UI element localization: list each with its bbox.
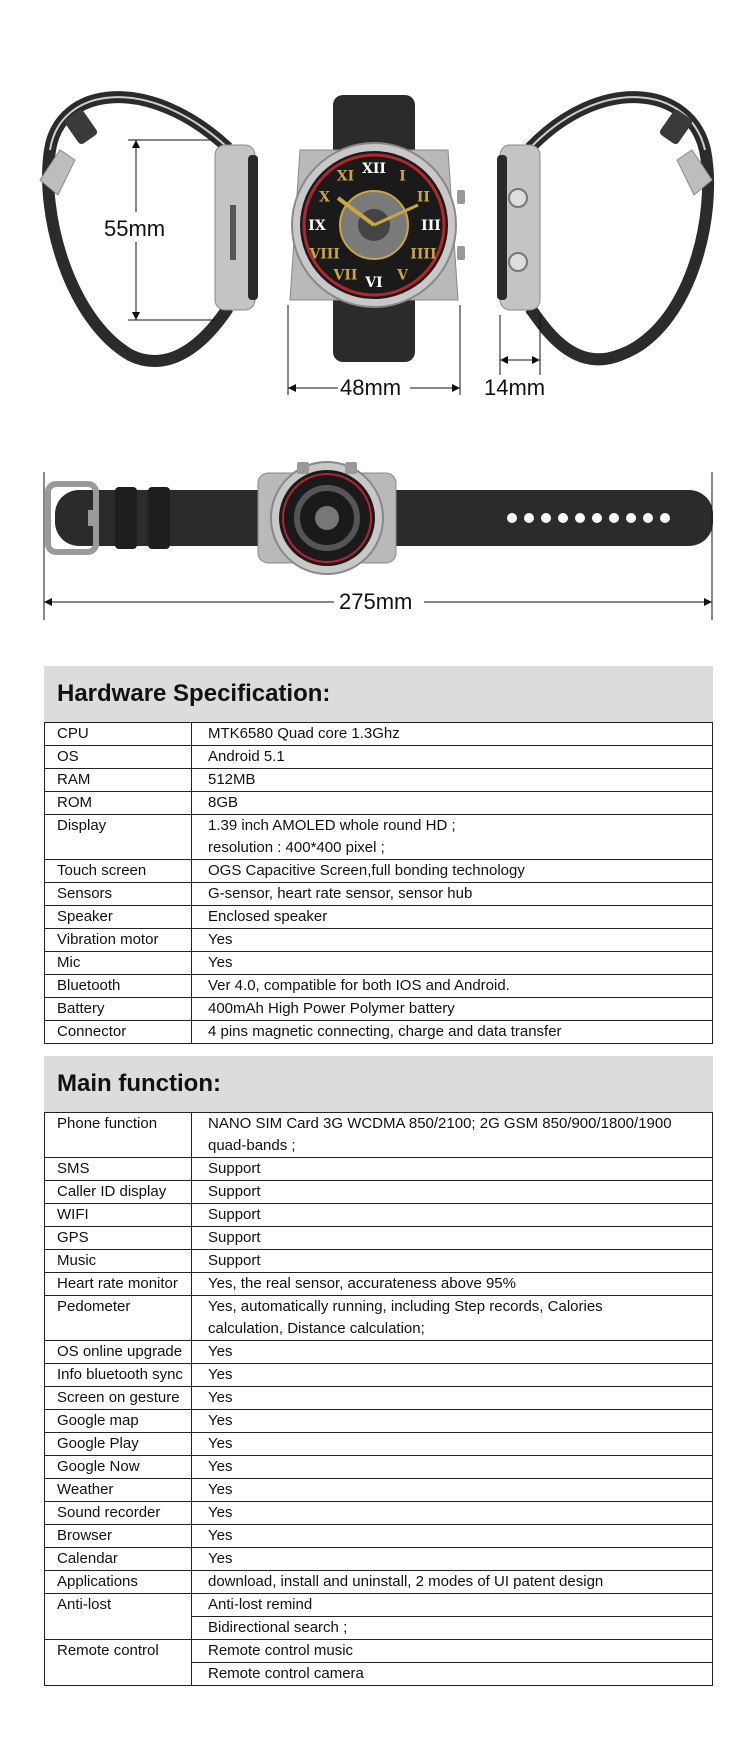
spec-value — [192, 723, 713, 746]
spec-label: WIFI — [45, 1204, 192, 1227]
table-row — [45, 1387, 713, 1410]
spec-label: Vibration motor — [45, 929, 192, 952]
spec-value-line: 512MB — [208, 771, 256, 788]
spec-value-line: Yes, the real sensor, accurateness above 95% — [208, 1275, 516, 1292]
spec-value-line: Yes — [208, 1458, 233, 1475]
spec-value — [192, 1387, 713, 1410]
spec-value — [192, 1525, 713, 1548]
table-row — [45, 1433, 713, 1456]
table-row — [45, 815, 713, 860]
table-row — [45, 1113, 713, 1158]
dial-numeral: V — [397, 267, 408, 284]
spec-value-line: Ver 4.0, compatible for both IOS and Android. — [208, 977, 510, 994]
spec-label: Caller ID display — [45, 1181, 192, 1204]
table-row — [45, 998, 713, 1021]
spec-value — [192, 1250, 713, 1273]
table-row — [45, 1341, 713, 1364]
spec-label: Calendar — [45, 1548, 192, 1571]
spec-value — [192, 906, 713, 929]
spec-label: OS online upgrade — [45, 1341, 192, 1364]
table-row — [45, 1502, 713, 1525]
spec-value-line: Support — [208, 1229, 261, 1246]
spec-label: Applications — [45, 1571, 192, 1594]
spec-label: Google Now — [45, 1456, 192, 1479]
watch-front-view — [290, 95, 465, 362]
spec-value-line: quad-bands ; — [208, 1137, 296, 1154]
dial-numeral: XI — [336, 168, 355, 185]
table-row — [45, 1571, 713, 1594]
spec-value — [192, 860, 713, 883]
table-row — [45, 1594, 713, 1617]
spec-value-line: 400mAh High Power Polymer battery — [208, 1000, 455, 1017]
table-row — [45, 929, 713, 952]
spec-value — [192, 1433, 713, 1456]
table-row — [45, 975, 713, 998]
table-row — [45, 1158, 713, 1181]
table-row — [45, 1181, 713, 1204]
spec-label: Speaker — [45, 906, 192, 929]
spec-value — [192, 1273, 713, 1296]
hardware-spec-title: Hardware Specification: — [57, 680, 331, 707]
spec-value — [192, 952, 713, 975]
table-row — [45, 1227, 713, 1250]
spec-value-line: Enclosed speaker — [208, 908, 328, 925]
spec-value-line: Support — [208, 1252, 261, 1269]
dial-numeral: IX — [308, 218, 326, 234]
strap-hole — [660, 513, 670, 523]
spec-label: Info bluetooth sync — [45, 1364, 192, 1387]
table-row — [45, 792, 713, 815]
watch-dimension-figure — [0, 0, 750, 640]
spec-label: Touch screen — [45, 860, 192, 883]
width-label: 48mm — [340, 375, 402, 400]
table-row — [45, 769, 713, 792]
spec-label: CPU — [45, 723, 192, 746]
spec-label: ROM — [45, 792, 192, 815]
table-row — [45, 723, 713, 746]
spec-value — [192, 998, 713, 1021]
spec-label: Anti-lost — [45, 1594, 192, 1640]
spec-value: Bidirectional search ; — [192, 1617, 713, 1640]
spec-value-line: Support — [208, 1183, 261, 1200]
spec-label: SMS — [45, 1158, 192, 1181]
spec-value-line: resolution : 400*400 pixel ; — [208, 839, 385, 856]
table-row — [45, 1548, 713, 1571]
dial-numeral: III — [421, 218, 441, 234]
spec-value — [192, 975, 713, 998]
spec-label: Mic — [45, 952, 192, 975]
spec-label: GPS — [45, 1227, 192, 1250]
dial-numeral: VII — [333, 267, 358, 284]
spec-label: Screen on gesture — [45, 1387, 192, 1410]
spec-label: Remote control — [45, 1640, 192, 1686]
spec-label: Battery — [45, 998, 192, 1021]
spec-value — [192, 883, 713, 906]
spec-value: Anti-lost remind — [192, 1594, 713, 1617]
spec-label: Sensors — [45, 883, 192, 906]
spec-value-line: 4 pins magnetic connecting, charge and data transfer — [208, 1023, 562, 1040]
spec-value-line: 1.39 inch AMOLED whole round HD ; — [208, 817, 456, 834]
strap-hole — [575, 513, 585, 523]
dial-numeral: II — [416, 189, 430, 206]
strap-hole — [507, 513, 517, 523]
spec-value — [192, 1021, 713, 1044]
spec-value-line: MTK6580 Quad core 1.3Ghz — [208, 725, 400, 742]
hardware-spec-header — [44, 666, 713, 722]
spec-value — [192, 1502, 713, 1525]
spec-value — [192, 1113, 713, 1158]
table-row — [45, 1410, 713, 1433]
dial-numeral: I — [399, 168, 406, 185]
table-row — [45, 1479, 713, 1502]
spec-value-line: 8GB — [208, 794, 239, 811]
spec-value — [192, 1181, 713, 1204]
thickness-dimension — [484, 315, 545, 400]
spec-label: Music — [45, 1250, 192, 1273]
spec-label: Pedometer — [45, 1296, 192, 1341]
strap-hole — [524, 513, 534, 523]
spec-value — [192, 1227, 713, 1250]
height-label: 55mm — [104, 216, 166, 241]
spec-value: Remote control music — [192, 1640, 713, 1663]
table-row — [45, 1525, 713, 1548]
spec-label: Weather — [45, 1479, 192, 1502]
spec-value-line: Yes — [208, 1550, 233, 1567]
table-row — [45, 1273, 713, 1296]
height-dimension — [100, 140, 215, 320]
length-label: 275mm — [339, 589, 413, 614]
spec-value-line: Yes — [208, 1527, 233, 1544]
spec-value — [192, 1364, 713, 1387]
spec-value-line: Yes — [208, 931, 233, 948]
spec-label: Google map — [45, 1410, 192, 1433]
spec-value: Remote control camera — [192, 1663, 713, 1686]
spec-value — [192, 1410, 713, 1433]
strap-hole — [592, 513, 602, 523]
spec-value — [192, 1571, 713, 1594]
spec-value — [192, 746, 713, 769]
table-row — [45, 1021, 713, 1044]
spec-label: Bluetooth — [45, 975, 192, 998]
dial-numeral: X — [319, 189, 331, 206]
spec-label: Phone function — [45, 1113, 192, 1158]
main-function-section — [44, 1056, 713, 1686]
spec-label: OS — [45, 746, 192, 769]
spec-value — [192, 1204, 713, 1227]
spec-value-line: Yes — [208, 1412, 233, 1429]
spec-value — [192, 1158, 713, 1181]
spec-value-line: download, install and uninstall, 2 modes of UI patent design — [208, 1573, 604, 1590]
spec-value-line: Yes, automatically running, including Step records, Calories — [208, 1298, 603, 1315]
table-row — [45, 1250, 713, 1273]
spec-value — [192, 769, 713, 792]
spec-value — [192, 1548, 713, 1571]
main-function-table — [44, 1112, 713, 1686]
spec-value-line: Yes — [208, 1366, 233, 1383]
dial-numeral: XII — [362, 161, 386, 177]
spec-label: Heart rate monitor — [45, 1273, 192, 1296]
spec-value-line: Support — [208, 1160, 261, 1177]
spec-value-line: Yes — [208, 1481, 233, 1498]
spec-label: Connector — [45, 1021, 192, 1044]
thickness-label: 14mm — [484, 375, 546, 400]
hardware-spec-section — [44, 666, 713, 1044]
table-row — [45, 906, 713, 929]
spec-value — [192, 1341, 713, 1364]
spec-value-line: Yes — [208, 1504, 233, 1521]
strap-hole — [609, 513, 619, 523]
spec-value-line: OGS Capacitive Screen,full bonding technology — [208, 862, 525, 879]
spec-value — [192, 1479, 713, 1502]
spec-value — [192, 1456, 713, 1479]
spec-value-line: NANO SIM Card 3G WCDMA 850/2100; 2G GSM 850/900/1800/1900 — [208, 1115, 672, 1132]
spec-value — [192, 815, 713, 860]
spec-value-line: Yes — [208, 1343, 233, 1360]
spec-value-line: Yes — [208, 954, 233, 971]
spec-value-line: calculation, Distance calculation; — [208, 1320, 425, 1337]
spec-value-line: Android 5.1 — [208, 748, 285, 765]
watch-side-view-right — [497, 97, 712, 359]
table-row — [45, 1456, 713, 1479]
main-function-header — [44, 1056, 713, 1112]
dial-numeral: IIII — [410, 246, 437, 263]
table-row — [45, 883, 713, 906]
strap-hole — [541, 513, 551, 523]
spec-value-line: Yes — [208, 1435, 233, 1452]
spec-label: Display — [45, 815, 192, 860]
spec-value-line: Yes — [208, 1389, 233, 1406]
table-row — [45, 746, 713, 769]
spec-value-line: G-sensor, heart rate sensor, sensor hub — [208, 885, 473, 902]
table-row — [45, 1296, 713, 1341]
strap-hole — [558, 513, 568, 523]
spec-label: RAM — [45, 769, 192, 792]
table-row — [45, 1204, 713, 1227]
spec-label: Google Play — [45, 1433, 192, 1456]
table-row — [45, 1364, 713, 1387]
table-row — [45, 952, 713, 975]
spec-value — [192, 1296, 713, 1341]
strap-hole — [643, 513, 653, 523]
strap-hole — [626, 513, 636, 523]
hardware-spec-table — [44, 722, 713, 1044]
dial-numeral: VI — [365, 275, 383, 291]
spec-value — [192, 929, 713, 952]
spec-value-line: Support — [208, 1206, 261, 1223]
table-row — [45, 860, 713, 883]
spec-label: Sound recorder — [45, 1502, 192, 1525]
main-function-title: Main function: — [57, 1070, 221, 1097]
spec-label: Browser — [45, 1525, 192, 1548]
spec-value — [192, 792, 713, 815]
table-row — [45, 1640, 713, 1663]
watch-strap-view — [48, 462, 713, 574]
dial-numeral: VIII — [309, 246, 340, 263]
